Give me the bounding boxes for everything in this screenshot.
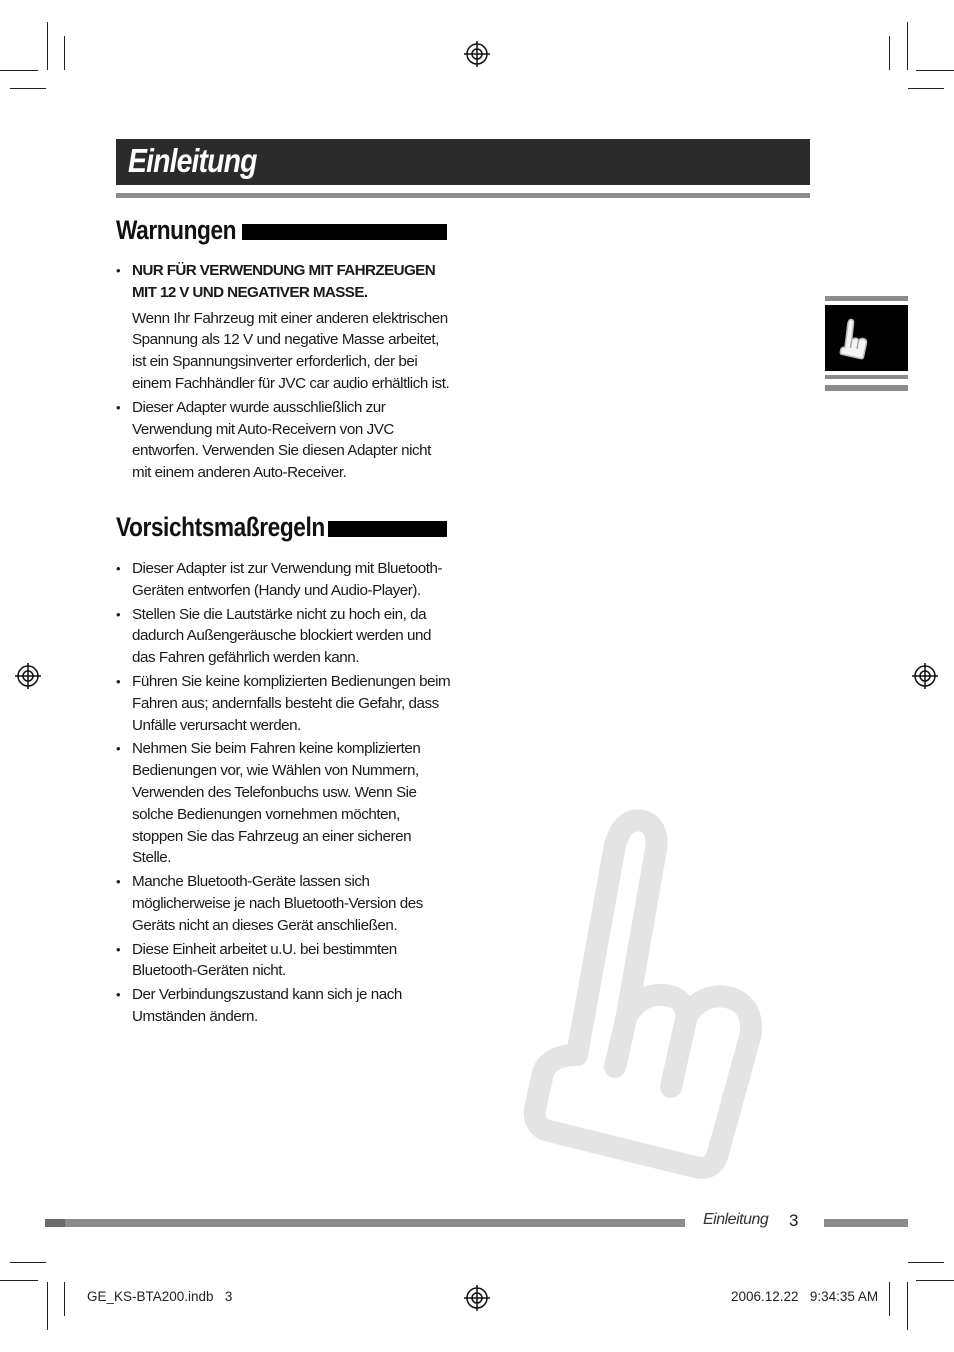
list-item: • Dieser Adapter ist zur Verwendung mit Bluetooth-Geräten entworfen (Handy und Audio-Player). <box>116 560 443 599</box>
pointing-hand-icon <box>837 317 871 361</box>
warning-text: Dieser Adapter wurde ausschließlich zur Verwendung mit Auto-Receivern von JVC entworfen. Verwenden Sie diesen Adapter nicht mit einem anderen Auto-Receiver. <box>132 398 431 482</box>
chapter-title-bar <box>116 139 810 185</box>
warning-strong-text: NUR FÜR VERWENDUNG MIT FAHRZEUGEN MIT 12 V UND NEGATIVER MASSE. <box>132 262 436 301</box>
precautions-heading: Vorsichtsmaßregeln <box>116 512 325 542</box>
page-title: Einleitung <box>128 142 257 179</box>
warning-text: Wenn Ihr Fahrzeug mit einer anderen elektrischen Spannung als 12 V und negative Masse arbeitet, ist ein Spannungsinverter erforderlich, der bei einem Fachhändler für JVC car audio erhältlich ist. <box>132 309 450 392</box>
list-item: • Stellen Sie die Lautstärke nicht zu hoch ein, da dadurch Außengeräusche blockiert werden und das Fahren gefährlich werden kann. <box>116 605 431 667</box>
registration-mark-icon <box>912 663 938 689</box>
list-item: • Führen Sie keine komplizierten Bedienungen beim Fahren aus; andernfalls besteht die Gefahr, dass Unfälle verursacht werden. <box>116 672 451 734</box>
footer-section-name: Einleitung <box>703 1211 769 1228</box>
side-tab-rule <box>825 385 908 391</box>
side-tab-rule <box>825 375 908 379</box>
title-underline <box>116 193 810 198</box>
warnings-list <box>116 260 452 486</box>
slug-timestamp: 2006.12.22 9:34:35 AM <box>731 1289 879 1304</box>
list-item: • Nehmen Sie beim Fahren keine komplizierten Bedienungen vor, wie Wählen von Nummern, Verwenden des Telefonbuchs usw. Wenn Sie solche Bedienungen vornehmen möchten, stoppen Sie das Fahrzeug an einer sicheren Stelle. <box>116 740 421 867</box>
list-item: • Der Verbindungszustand kann sich je nach Umständen ändern. <box>116 986 402 1025</box>
list-item: • Dieser Adapter wurde ausschließlich zur Verwendung mit Auto-Receivern von JVC entworfen. Verwenden Sie diesen Adapter nicht mit einem anderen Auto-Receiver. <box>116 398 431 482</box>
footer-rule <box>45 1219 65 1227</box>
side-tab-rule <box>825 296 908 301</box>
list-item: • Manche Bluetooth-Geräte lassen sich möglicherweise je nach Bluetooth-Version des Geräts nicht an dieses Gerät anschließen. <box>116 873 423 934</box>
footer-rule <box>824 1219 908 1227</box>
slug-file: GE_KS-BTA200.indb 3 <box>87 1289 233 1304</box>
list-item: • Diese Einheit arbeitet u.U. bei bestimmten Bluetooth-Geräten nicht. <box>116 940 397 980</box>
pointing-hand-outline-icon <box>515 805 775 1180</box>
list-item: • NUR FÜR VERWENDUNG MIT FAHRZEUGEN MIT 12 V UND NEGATIVER MASSE. Wenn Ihr Fahrzeug mit einer anderen elektrischen Spannung als 12 V und negative Masse arbeitet, ist ein Spannungsinverter erforderlich, der bei einem Fachhändler für JVC car audio erhältlich ist. <box>116 260 452 395</box>
precautions-list <box>116 558 452 1030</box>
footer-rule <box>45 1219 685 1227</box>
registration-mark-icon <box>464 1285 490 1311</box>
heading-rule <box>328 521 447 537</box>
registration-mark-icon <box>464 41 490 67</box>
side-tab <box>825 305 908 371</box>
page-number: 3 <box>789 1211 799 1230</box>
registration-mark-icon <box>15 663 41 689</box>
warnings-heading: Warnungen <box>116 215 237 245</box>
heading-rule <box>242 224 447 240</box>
